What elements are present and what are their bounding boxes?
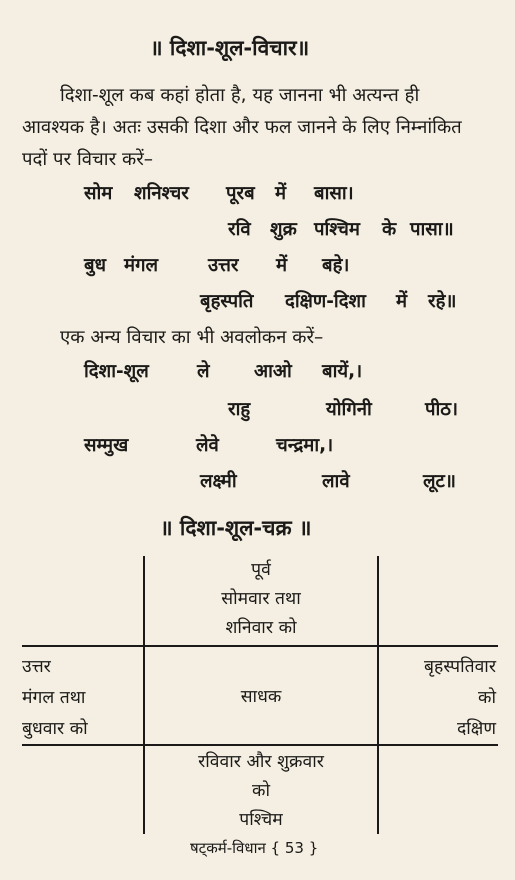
verse1-word: में [396,291,408,312]
verse2-word: दिशा-शूल [84,361,149,382]
verse2-word: योगिनी [326,399,372,420]
chakra-north-line: बुधवार को [22,719,88,739]
intro-line-2: आवश्यक है। अतः उसकी दिशा और फल जानने के लिए निम्नांकित [22,117,462,138]
chakra-hline-top [22,645,498,647]
intro-line-3: पदों पर विचार करें– [22,149,154,170]
verse1-word: बहे। [322,255,350,276]
chakra-title: ॥ दिशा-शूल-चक्र ॥ [160,516,312,540]
chakra-east-line: शनिवार को [225,618,297,638]
verse1-word: सोम [84,183,113,204]
verse2-word: लावे [322,471,350,492]
verse2-word: लक्ष्मी [200,471,237,492]
chakra-east-line: सोमवार तथा [221,589,301,609]
chakra-center: साधक [240,687,282,707]
chakra-west [145,748,377,835]
page-title: ॥ दिशा-शूल-विचार॥ [150,36,310,60]
verse1-word: उत्तर [208,255,239,276]
verse1-word: बृहस्पति [200,291,254,312]
verse2-word: ले [197,361,210,382]
verse2-word: सम्मुख [84,435,129,456]
chakra-south-line: दक्षिण [456,719,496,739]
verse1-word: पश्चिम [314,219,360,240]
verse2-word: पीठ। [425,399,459,420]
chakra-south-line: को [478,688,496,708]
verse1-word: दक्षिण-दिशा [285,291,366,312]
verse2-word: बायें,। [322,361,363,382]
chakra-north [22,652,88,745]
verse2-word: लूट॥ [423,471,456,492]
verse1-word: मंगल [124,255,159,276]
chakra-north-line: उत्तर [22,657,51,677]
verse1-word: शुक्र [270,219,297,240]
verse1-word: में [276,255,288,276]
verse2-word: आओ [254,361,292,382]
chakra-west-line: रविवार और शुक्रवार [198,752,324,772]
chakra-east-line: पूर्व [251,560,271,580]
verse1-word: बुध [84,255,106,276]
verse2-word: राहु [228,399,251,420]
chakra-north-line: मंगल तथा [22,688,86,708]
intro-line-1: दिशा-शूल कब कहां होता है, यह जानना भी अत्यन्त ही [60,85,420,106]
verse1-word: पूरब [226,183,255,204]
verse1-word: शनिश्चर [134,183,189,204]
page-footer: षट्कर्म-विधान { 53 } [190,839,319,857]
chakra-west-line: को [252,781,270,801]
verse1-word: रहे॥ [428,291,457,312]
verse2-word: चन्द्रमा,। [276,435,334,456]
verse1-word: के [382,219,397,240]
chakra-south [380,652,496,745]
chakra-east [145,556,377,643]
verse1-word: पासा॥ [410,219,454,240]
verse1-word: रवि [228,219,251,240]
verse1-word: बासा। [314,183,354,204]
verse1-word: में [275,183,287,204]
chakra-vline-right [377,556,379,834]
verse2-word: लेवे [196,435,219,456]
other-intro: एक अन्य विचार का भी अवलोकन करें– [60,327,324,348]
chakra-west-line: पश्चिम [239,810,283,830]
chakra-south-line: बृहस्पतिवार [424,657,496,677]
